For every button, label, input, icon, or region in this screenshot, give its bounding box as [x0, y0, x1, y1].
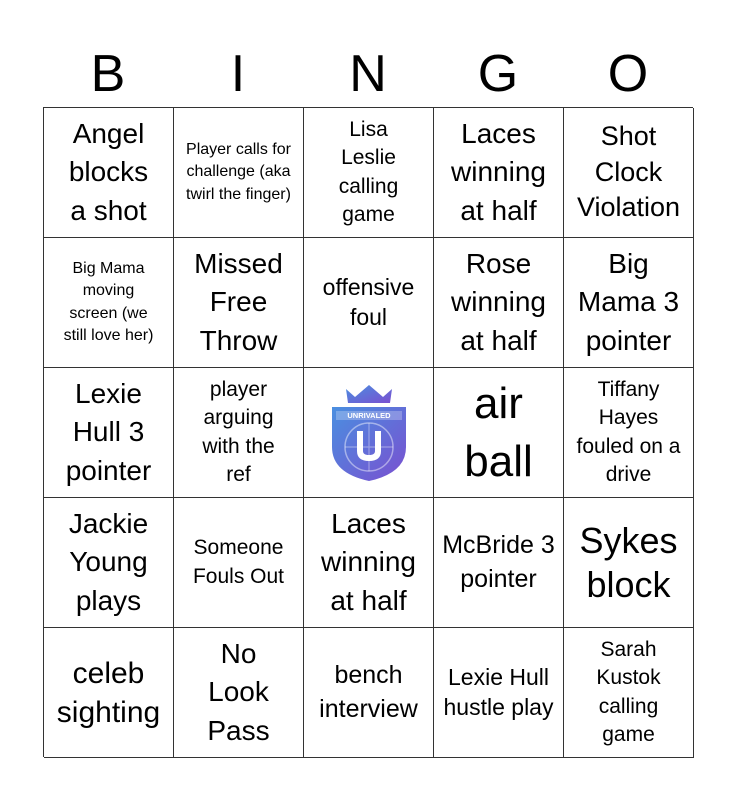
- bingo-header: [43, 40, 693, 108]
- cell-text: Sykes block: [579, 520, 678, 605]
- cell-text: Missed Free Throw: [194, 247, 283, 356]
- header-letter-g: G: [477, 45, 519, 103]
- bingo-cell[interactable]: [304, 628, 434, 758]
- bingo-cell[interactable]: [304, 238, 434, 368]
- bingo-cell[interactable]: [564, 108, 694, 238]
- header-letter-o: O: [607, 45, 649, 103]
- cell-text: Jackie Young plays: [68, 507, 149, 616]
- cell-text: Lexie Hull 3 pointer: [65, 377, 152, 486]
- cell-text: McBride 3 pointer: [442, 530, 555, 593]
- bingo-cell[interactable]: [174, 498, 304, 628]
- cell-text: Laces winning at half: [451, 117, 546, 226]
- header-letter-n: N: [349, 45, 387, 103]
- bingo-cell[interactable]: [434, 368, 564, 498]
- cell-text: Big Mama moving screen (we still love her): [63, 259, 154, 344]
- cell-text: player arguing with the ref: [202, 377, 275, 486]
- header-letter-i: I: [230, 45, 246, 103]
- bingo-cell[interactable]: [564, 628, 694, 758]
- bingo-cell[interactable]: [434, 238, 564, 368]
- bingo-cell[interactable]: [44, 498, 174, 628]
- cell-text: Big Mama 3 pointer: [577, 247, 680, 356]
- cell-text: offensive foul: [322, 273, 415, 330]
- bingo-cell[interactable]: [434, 498, 564, 628]
- cell-text: Laces winning at half: [321, 507, 416, 616]
- free-space[interactable]: [304, 368, 434, 498]
- cell-text: Rose winning at half: [451, 247, 546, 356]
- bingo-cell[interactable]: [44, 368, 174, 498]
- cell-text: bench interview: [319, 660, 418, 723]
- cell-text: Angel blocks a shot: [68, 117, 149, 226]
- bingo-cell[interactable]: [44, 628, 174, 758]
- cell-text: Shot Clock Violation: [576, 120, 681, 223]
- cell-text: Lisa Leslie calling game: [338, 117, 399, 226]
- bingo-cell[interactable]: [44, 108, 174, 238]
- cell-text: air ball: [464, 379, 533, 486]
- cell-text: Lexie Hull hustle play: [443, 663, 554, 720]
- cell-text: Tiffany Hayes fouled on a drive: [576, 377, 681, 486]
- bingo-cell[interactable]: [174, 368, 304, 498]
- bingo-cell[interactable]: [434, 628, 564, 758]
- cell-text: Someone Fouls Out: [192, 536, 285, 588]
- bingo-cell[interactable]: [564, 368, 694, 498]
- unrivaled-crest-icon: [324, 381, 414, 485]
- bingo-cell[interactable]: [564, 238, 694, 368]
- bingo-cell[interactable]: [564, 498, 694, 628]
- bingo-cell[interactable]: [174, 628, 304, 758]
- bingo-cell[interactable]: [44, 238, 174, 368]
- cell-text: No Look Pass: [207, 637, 270, 746]
- bingo-cell[interactable]: [304, 498, 434, 628]
- bingo-cell[interactable]: [434, 108, 564, 238]
- logo-text: UNRIVALED: [346, 410, 391, 420]
- header-letter-b: B: [90, 45, 126, 103]
- cell-text: celeb sighting: [56, 656, 161, 729]
- bingo-cell[interactable]: [174, 108, 304, 238]
- bingo-board: [43, 107, 693, 757]
- bingo-cell[interactable]: [304, 108, 434, 238]
- bingo-cell[interactable]: [174, 238, 304, 368]
- cell-text: Player calls for challenge (aka twirl the finger): [186, 140, 291, 203]
- cell-text: Sarah Kustok calling game: [596, 637, 661, 746]
